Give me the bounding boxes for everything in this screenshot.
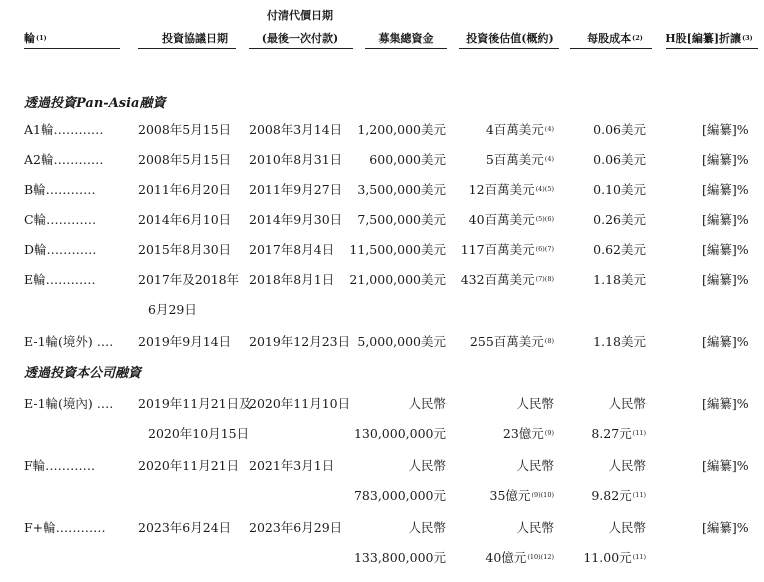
header-underline-cost [570,48,652,49]
row-f-round: F輪………… [24,458,96,473]
row-e1-offshore-amount: 5,000,000美元 [357,334,446,349]
row-fplus-cost-currency: 人民幣 [608,520,646,535]
row-e-discount: [編纂]% [702,272,749,287]
row-fplus-round: F+輪………… [24,520,106,535]
row-e-round: E輪………… [24,272,96,287]
row-fplus-date: 2023年6月24日 [138,520,232,535]
row-d-cost: 0.62美元 [593,242,646,257]
row-e1-onshore-amount: 130,000,000元 [353,426,446,441]
header-underline-discount [666,48,758,49]
row-a1-amount: 1,200,000美元 [357,122,446,137]
row-f-valuation-currency: 人民幣 [516,458,554,473]
header-underline-amount [365,48,447,49]
row-e1-offshore-settle: 2019年12月23日 [249,334,351,349]
row-f-valuation: 35億元$^{(9)(10)}$ [489,488,554,503]
header-underline-round [24,48,120,49]
section-company: 透過投資本公司融資 [24,366,142,381]
row-c-round: C輪………… [24,212,97,227]
row-f-settle: 2021年3月1日 [249,458,335,473]
header-discount: H股[編纂]折讓$^{(3)}$ [665,32,753,45]
row-e1-onshore-discount: [編纂]% [702,396,749,411]
row-e1-onshore-date: 2019年11月21日及 [138,396,252,411]
row-e1-onshore-settle: 2020年11月10日 [249,396,351,411]
row-fplus-cost: 11.00元$^{(11)}$ [583,550,646,565]
row-e1-offshore-discount: [編纂]% [702,334,749,349]
row-e1-onshore-amount-currency: 人民幣 [408,396,446,411]
row-b-discount: [編纂]% [702,182,749,197]
row-e-date: 2017年及2018年 [138,272,240,287]
header-settlement-line1: 付清代價日期 [267,9,333,22]
row-e-amount: 21,000,000美元 [349,272,446,287]
row-a1-cost: 0.06美元 [593,122,646,137]
row-e1-offshore-date: 2019年9月14日 [138,334,232,349]
row-fplus-valuation: 40億元$^{(10)(12)}$ [485,550,554,565]
row-e1-onshore-date-line2: 2020年10月15日 [148,426,250,441]
row-e1-offshore-valuation: 255百萬美元$^{(8)}$ [469,334,554,349]
row-b-amount: 3,500,000美元 [357,182,446,197]
row-e1-onshore-cost-currency: 人民幣 [608,396,646,411]
row-a1-round: A1輪………… [24,122,104,137]
row-e-cost: 1.18美元 [593,272,646,287]
row-c-cost: 0.26美元 [593,212,646,227]
row-a1-discount: [編纂]% [702,122,749,137]
row-e1-onshore-valuation-currency: 人民幣 [516,396,554,411]
row-b-round: B輪………… [24,182,96,197]
row-d-amount: 11,500,000美元 [349,242,446,257]
row-f-cost-currency: 人民幣 [608,458,646,473]
row-e1-onshore-round: E-1輪(境內) …. [24,396,114,411]
row-b-valuation: 12百萬美元$^{(4)(5)}$ [468,182,554,197]
row-c-date: 2014年6月10日 [138,212,232,227]
header-underline-valuation [459,48,559,49]
row-c-valuation: 40百萬美元$^{(5)(6)}$ [468,212,554,227]
header-agreement-date: 投資協議日期 [162,32,228,45]
row-b-date: 2011年6月20日 [138,182,232,197]
row-d-round: D輪………… [24,242,97,257]
row-f-discount: [編纂]% [702,458,749,473]
row-c-settle: 2014年9月30日 [249,212,343,227]
row-f-cost: 9.82元$^{(11)}$ [591,488,646,503]
row-a2-valuation: 5百萬美元$^{(4)}$ [485,152,554,167]
row-fplus-amount: 133,800,000元 [353,550,446,565]
row-e-date-line2: 6月29日 [148,302,197,317]
row-c-amount: 7,500,000美元 [357,212,446,227]
row-c-discount: [編纂]% [702,212,749,227]
row-a2-amount: 600,000美元 [369,152,446,167]
header-settlement-line2: (最後一次付款) [261,32,339,45]
row-e1-onshore-cost: 8.27元$^{(11)}$ [591,426,646,441]
header-post-money: 投資後估值(概約) [466,32,554,45]
header-cost-per-share: 每股成本$^{(2)}$ [587,32,643,45]
row-a2-round: A2輪………… [24,152,104,167]
header-underline-date [138,48,236,49]
row-d-discount: [編纂]% [702,242,749,257]
row-fplus-valuation-currency: 人民幣 [516,520,554,535]
row-fplus-settle: 2023年6月29日 [249,520,343,535]
row-d-valuation: 117百萬美元$^{(6)(7)}$ [460,242,554,257]
row-e1-onshore-valuation: 23億元$^{(9)}$ [502,426,554,441]
row-e-valuation: 432百萬美元$^{(7)(8)}$ [460,272,554,287]
row-a2-discount: [編纂]% [702,152,749,167]
row-f-amount: 783,000,000元 [353,488,446,503]
header-total-raised: 募集總資金 [378,32,434,45]
row-a2-settle: 2010年8月31日 [249,152,343,167]
row-b-settle: 2011年9月27日 [249,182,343,197]
row-e1-offshore-cost: 1.18美元 [593,334,646,349]
header-underline-settle [249,48,353,49]
header-round: 輪$^{(1)}$ [24,32,47,45]
row-a1-date: 2008年5月15日 [138,122,232,137]
row-f-date: 2020年11月21日 [138,458,240,473]
row-a2-date: 2008年5月15日 [138,152,232,167]
row-a1-valuation: 4百萬美元$^{(4)}$ [485,122,554,137]
row-d-date: 2015年8月30日 [138,242,232,257]
section-pan-asia: 透過投資Pan-Asia融資 [24,96,166,111]
row-fplus-amount-currency: 人民幣 [408,520,446,535]
row-e-settle: 2018年8月1日 [249,272,335,287]
row-a2-cost: 0.06美元 [593,152,646,167]
row-a1-settle: 2008年3月14日 [249,122,343,137]
row-b-cost: 0.10美元 [593,182,646,197]
row-fplus-discount: [編纂]% [702,520,749,535]
row-e1-offshore-round: E-1輪(境外) …. [24,334,114,349]
row-d-settle: 2017年8月4日 [249,242,335,257]
row-f-amount-currency: 人民幣 [408,458,446,473]
